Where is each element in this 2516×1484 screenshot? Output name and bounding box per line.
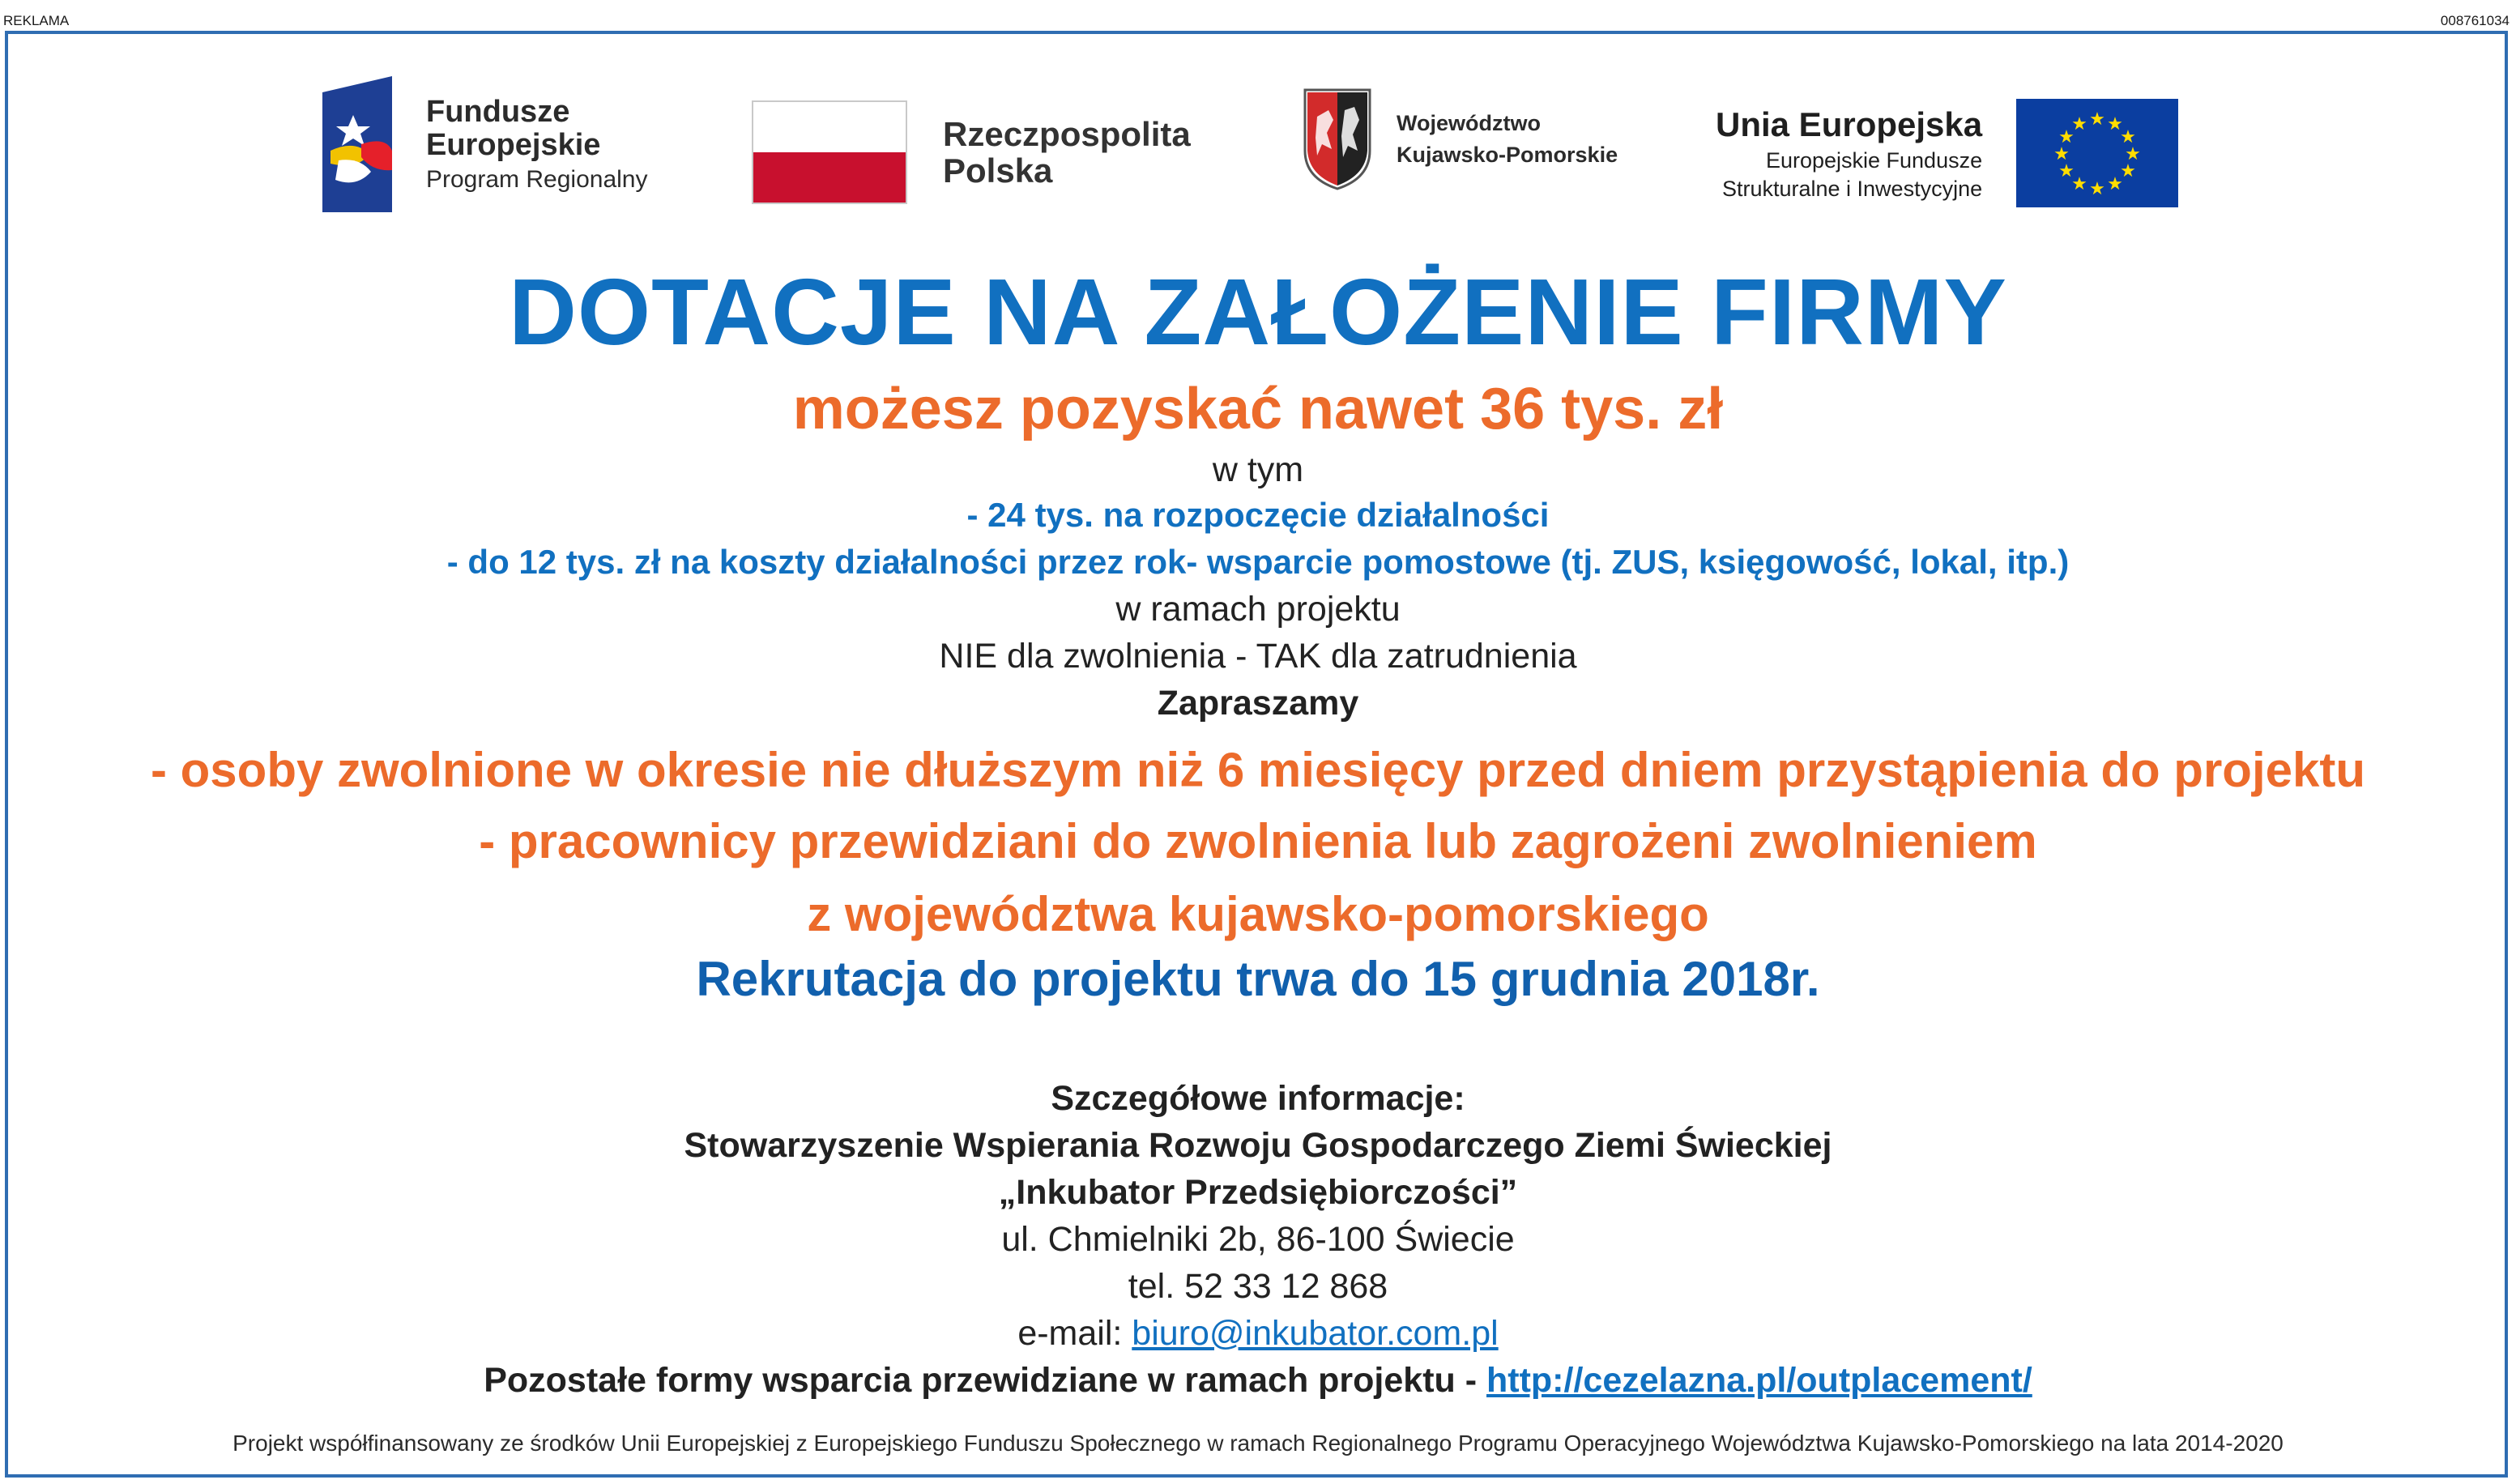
unia-line1: Europejskie Fundusze	[1765, 148, 1983, 173]
wojewodztwo-logo	[1303, 87, 1618, 191]
wojewodztwo-line1: Województwo	[1397, 110, 1541, 135]
svg-text:★: ★	[2107, 114, 2123, 134]
other-support-label: Pozostałe formy wsparcia przewidziane w ramach projektu -	[484, 1361, 1487, 1400]
address-text: ul. Chmielniki 2b, 86-100 Świecie	[1001, 1220, 1515, 1259]
svg-text:★: ★	[2120, 127, 2136, 147]
organization-name: Stowarzyszenie Wspierania Rozwoju Gospodarczego Ziemi Świeckiej	[684, 1126, 1832, 1165]
svg-text:★: ★	[2058, 127, 2075, 147]
headline: DOTACJE NA ZAŁOŻENIE FIRMY	[509, 259, 2007, 365]
svg-text:★: ★	[2071, 174, 2087, 194]
ad-reference-number: 008761034	[2440, 13, 2510, 28]
fundusze-line3: Program Regionalny	[426, 165, 648, 193]
svg-text:★: ★	[2089, 109, 2105, 130]
grant-item-2: - do 12 tys. zł na koszty działalności przez rok- wsparcie pomostowe (tj. ZUS, księgowość, lokal, itp.)	[446, 543, 2070, 581]
svg-text:★: ★	[2053, 144, 2070, 164]
fundusze-europejskie-logo	[322, 76, 647, 212]
subheadline: możesz pozyskać nawet 36 tys. zł	[792, 377, 1724, 441]
polish-flag-icon	[752, 100, 907, 204]
wojewodztwo-line2: Kujawsko-Pomorskie	[1397, 143, 1618, 167]
rzeczpospolita-polska-logo	[752, 100, 1191, 204]
svg-text:★: ★	[2125, 144, 2141, 164]
target-group-3: z województwa kujawsko-pomorskiego	[807, 887, 1709, 941]
footer-cofinancing-text: Projekt współfinansowany ze środków Unii Europejskiej z Europejskiego Funduszu Społecznego w ramach Regionalnego Programu Operacyjnego Województwa Kujawsko-Pomorskiego na lata 2014-2020	[232, 1431, 2284, 1456]
unia-europejska-logo	[1716, 99, 2178, 207]
slogan-text: NIE dla zwolnienia - TAK dla zatrudnienia	[939, 637, 1577, 676]
target-group-2: - pracownicy przewidziani do zwolnienia lub zagrożeni zwolnieniem	[479, 814, 2037, 868]
unia-title: Unia Europejska	[1716, 104, 1983, 143]
svg-text:★: ★	[2071, 114, 2087, 134]
fundusze-line2: Europejskie	[426, 127, 601, 162]
other-support-line	[0, 1361, 2516, 1401]
phone-text: tel. 52 33 12 868	[1128, 1267, 1388, 1306]
rzeczpospolita-line1: Rzeczpospolita	[943, 114, 1191, 153]
rzeczpospolita-line2: Polska	[943, 151, 1053, 190]
email-link[interactable]: biuro@inkubator.com.pl	[1132, 1314, 1499, 1353]
target-group-1: - osoby zwolnione w okresie nie dłuższym niż 6 miesięcy przed dniem przystąpienia do projektu	[151, 743, 2365, 797]
coat-of-arms-icon	[1303, 87, 1372, 191]
zapraszamy-text: Zapraszamy	[1157, 684, 1359, 723]
svg-text:★: ★	[2107, 174, 2123, 194]
email-label: e-mail:	[1017, 1314, 1132, 1353]
svg-text:★: ★	[2089, 179, 2105, 199]
fundusze-line1: Fundusze	[426, 94, 570, 129]
unia-line2: Strukturalne i Inwestycyjne	[1721, 177, 1983, 202]
eu-flag-icon	[2016, 99, 2178, 207]
grant-item-1: - 24 tys. na rozpoczęcie działalności	[966, 496, 1550, 534]
svg-text:★: ★	[2058, 161, 2075, 181]
email-line	[0, 1314, 2516, 1354]
recruitment-deadline: Rekrutacja do projektu trwa do 15 grudnia 2018r.	[696, 952, 1820, 1006]
w-ramach-projektu-text: w ramach projektu	[1115, 590, 1401, 629]
w-tym-text: w tym	[1212, 450, 1304, 489]
ad-label: REKLAMA	[3, 13, 70, 28]
contact-heading: Szczegółowe informacje:	[1051, 1079, 1465, 1118]
fundusze-europejskie-emblem-icon	[322, 76, 392, 212]
svg-text:★: ★	[2120, 161, 2136, 181]
organization-short-name: „Inkubator Przedsiębiorczości”	[998, 1173, 1518, 1212]
outplacement-link[interactable]: http://cezelazna.pl/outplacement/	[1486, 1361, 2032, 1400]
